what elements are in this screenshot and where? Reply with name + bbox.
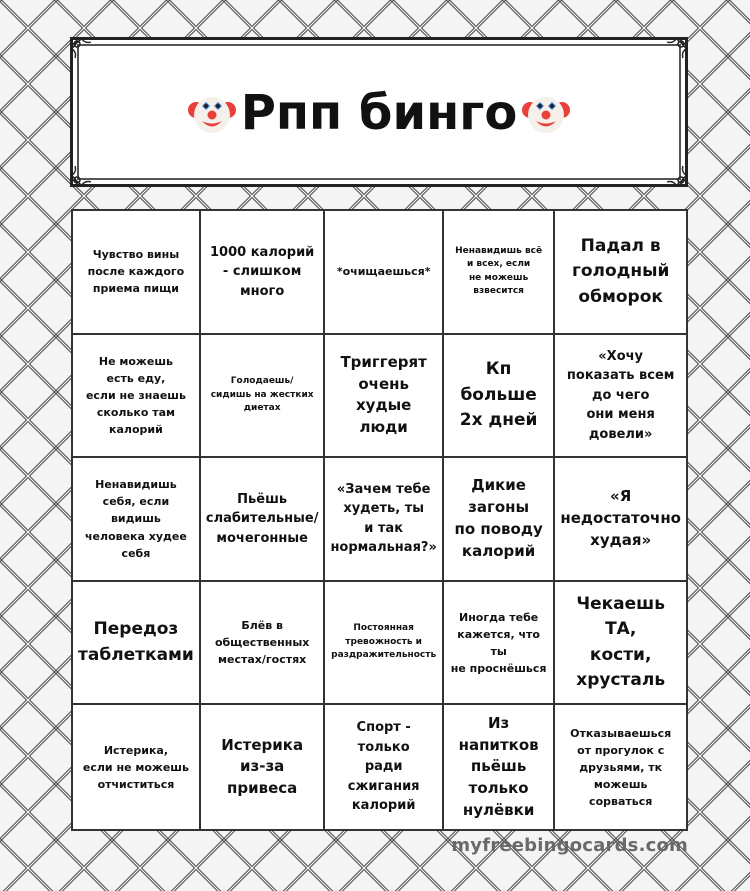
ornament-corner-icon <box>67 156 101 190</box>
bingo-cell-text: «Я недостаточно худая» <box>560 487 681 549</box>
bingo-cell-text: Триггерят очень худые люди <box>340 352 427 437</box>
bingo-cell-text: Дикие загоны по поводу калорий <box>454 476 543 560</box>
bingo-cell[interactable] <box>444 705 556 829</box>
bingo-cell[interactable] <box>201 705 326 829</box>
bingo-cell[interactable] <box>73 335 201 459</box>
bingo-cell[interactable] <box>555 211 686 335</box>
bingo-board <box>71 209 688 831</box>
bingo-cell-text: Чувство вины после каждого приема пищи <box>87 248 185 296</box>
ornament-corner-icon <box>657 34 691 68</box>
bingo-cell-text: Истерика из-за привеса <box>221 735 304 798</box>
bingo-cell[interactable] <box>325 458 443 582</box>
title-row <box>73 85 685 141</box>
bingo-cell[interactable] <box>73 582 201 706</box>
clown-face-icon <box>521 88 571 138</box>
bingo-cell[interactable] <box>325 211 443 335</box>
bingo-cell-text: Голодаешь/ сидишь на жестких диетах <box>210 376 314 414</box>
bingo-cell-text: Не можешь есть еду, если не знаешь сколько там калорий <box>85 354 186 436</box>
bingo-cell[interactable] <box>201 335 326 459</box>
bingo-cell[interactable] <box>555 582 686 706</box>
bingo-cell-text: Из напитков пьёшь только нулёвки <box>458 713 539 819</box>
bingo-cell[interactable] <box>325 582 443 706</box>
bingo-cell[interactable] <box>444 211 556 335</box>
clown-face-icon <box>187 88 237 138</box>
bingo-cell[interactable] <box>555 705 686 829</box>
bingo-cell-text: Постоянная тревожность и раздражительность <box>331 623 437 661</box>
bingo-cell[interactable] <box>444 458 556 582</box>
bingo-cell[interactable] <box>444 335 556 459</box>
bingo-cell-text: «Зачем тебе худеть, ты и так нормальная?» <box>330 481 437 556</box>
bingo-cell-text: Падал в голодный обморок <box>571 235 670 307</box>
bingo-cell-text: «Хочу показать всем до чего они меня довели» <box>566 348 675 442</box>
bingo-cell[interactable] <box>325 335 443 459</box>
bingo-cell[interactable] <box>73 211 201 335</box>
bingo-cell-text: Блёв в общественных местах/гостях <box>214 619 310 667</box>
bingo-cell-text: Спорт - только ради сжигания калорий <box>347 720 420 814</box>
bingo-cell[interactable] <box>325 705 443 829</box>
watermark: myfreebingocards.com <box>451 835 688 856</box>
bingo-cell-text: Ненавидишь всё и всех, если не можешь взвесится <box>455 245 543 297</box>
bingo-cell-text: Чекаешь ТА, кости, хрусталь <box>576 593 666 691</box>
bingo-cell-text: Ненавидишь себя, если видишь человека худее себя <box>85 478 187 560</box>
title-banner <box>70 37 688 187</box>
bingo-cell-text: Кп больше 2х дней <box>459 359 538 431</box>
bingo-cell-text: 1000 калорий - слишком много <box>210 244 315 299</box>
bingo-cell[interactable] <box>201 458 326 582</box>
bingo-cell[interactable] <box>555 335 686 459</box>
page-title: Рпп бинго <box>240 85 518 141</box>
bingo-cell[interactable] <box>73 705 201 829</box>
bingo-cell-text: Передоз таблетками <box>78 619 194 665</box>
bingo-cell-text: Отказываешься от прогулок с друзьями, тк можешь сорваться <box>570 726 672 808</box>
bingo-cell[interactable] <box>201 211 326 335</box>
bingo-cell[interactable] <box>555 458 686 582</box>
bingo-cell[interactable] <box>201 582 326 706</box>
bingo-cell-text: Пьёшь слабительные/ мочегонные <box>205 491 319 546</box>
ornament-corner-icon <box>67 34 101 68</box>
ornament-corner-icon <box>657 156 691 190</box>
bingo-cell[interactable] <box>444 582 556 706</box>
bingo-cell-text: *очищаешься* <box>336 265 431 279</box>
bingo-cell-text: Иногда тебе кажется, что ты не проснёшься <box>450 610 547 675</box>
bingo-cell-text: Истерика, если не можешь отчиститься <box>82 743 189 791</box>
bingo-cell[interactable] <box>73 458 201 582</box>
